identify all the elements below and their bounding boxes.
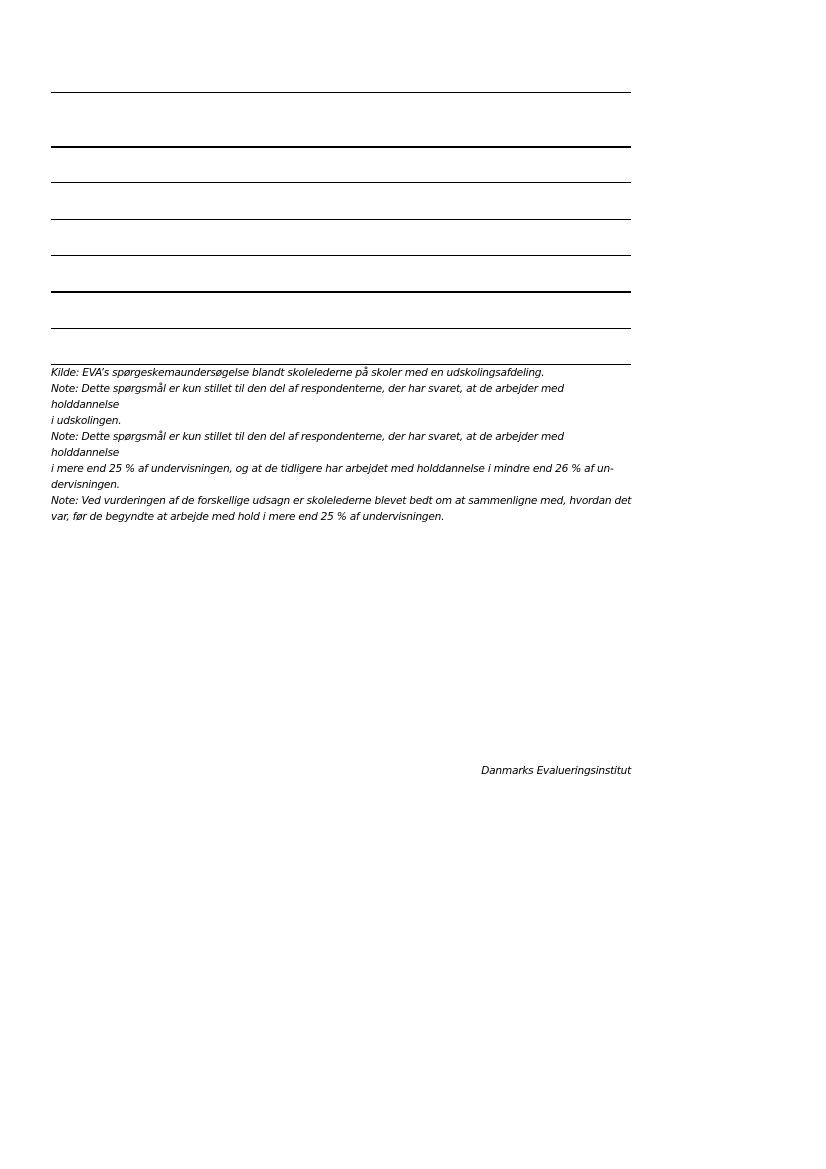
- publisher-footer: Danmarks Evalueringsinstitut: [481, 765, 631, 777]
- note-line: Note: Dette spørgsmål er kun stillet til den del af respondenterne, der har svaret, at de arbejder med holddannelse: [51, 431, 564, 459]
- note-line: Note: Dette spørgsmål er kun stillet til den del af respondenterne, der har svaret, at de arbejder med holddannelse: [51, 383, 564, 411]
- note-line: i udskolingen.: [51, 415, 122, 427]
- table-header-rule: [51, 146, 631, 148]
- table-row-rule: [51, 182, 631, 183]
- source-note: Kilde: EVA’s spørgeskemaundersøgelse blandt skolelederne på skoler med en udskolingsafdeling.: [51, 367, 545, 379]
- note-line: var, før de begyndte at arbejde med hold i mere end 25 % af undervisningen.: [51, 511, 445, 523]
- table-section-rule: [51, 291, 631, 293]
- note-line: i mere end 25 % af undervisningen, og at de tidligere har arbejdet med holddannelse i mindre end 26 % af un-: [51, 463, 614, 475]
- table-row-rule: [51, 219, 631, 220]
- table-row-rule: [51, 328, 631, 329]
- table-top-rule: [51, 92, 631, 93]
- note-line: Note: Ved vurderingen af de forskellige udsagn er skolelederne blevet bedt om at sammenligne med, hvordan det: [51, 495, 632, 507]
- table-notes: [51, 365, 633, 525]
- note-line: dervisningen.: [51, 479, 120, 491]
- table-row-rule: [51, 255, 631, 256]
